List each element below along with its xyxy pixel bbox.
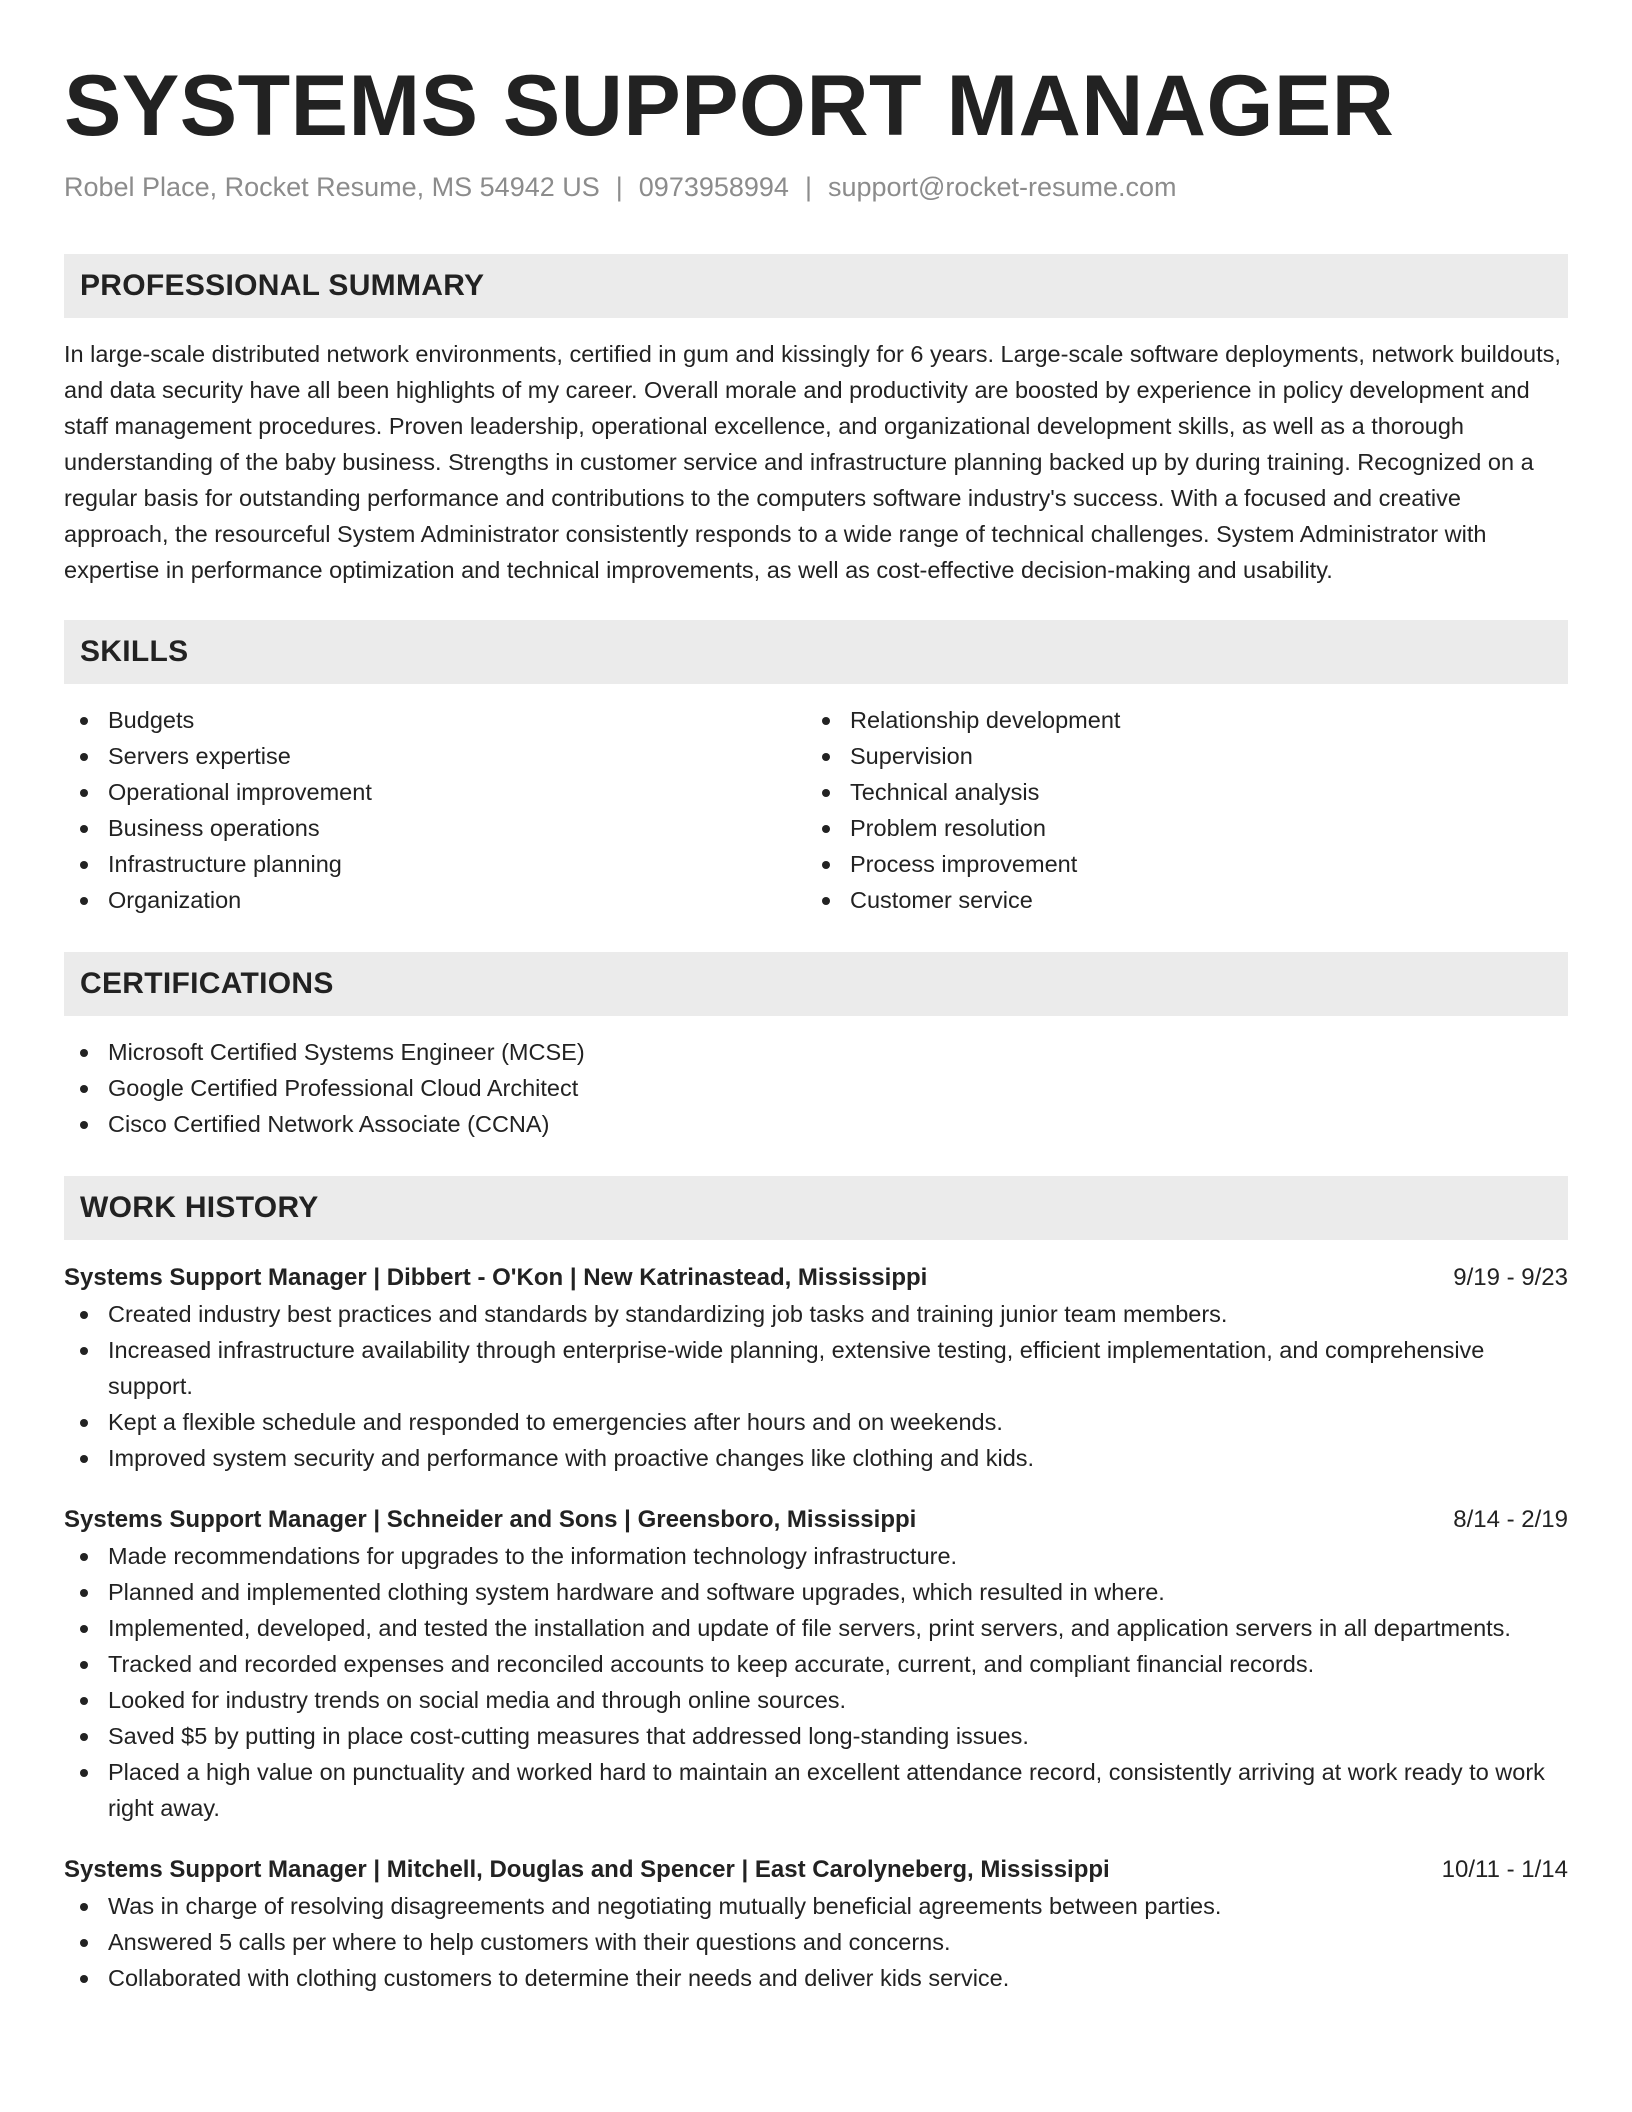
job-bullet: Improved system security and performance with proactive changes like clothing and kids.	[64, 1440, 1568, 1476]
job-bullet: Saved $5 by putting in place cost-cutting measures that addressed long-standing issues.	[64, 1718, 1568, 1754]
skill-item: Customer service	[806, 882, 1548, 918]
skills-column-left	[64, 702, 806, 918]
skill-item: Operational improvement	[64, 774, 806, 810]
job-dates: 8/14 - 2/19	[1453, 1506, 1568, 1533]
job-bullet: Planned and implemented clothing system hardware and software upgrades, which resulted in where.	[64, 1574, 1568, 1610]
job-dates: 9/19 - 9/23	[1453, 1264, 1568, 1291]
job-bullet: Answered 5 calls per where to help customers with their questions and concerns.	[64, 1924, 1568, 1960]
skills-column-right	[806, 702, 1548, 918]
job-bullet: Looked for industry trends on social media and through online sources.	[64, 1682, 1568, 1718]
section-header-work-history	[64, 1176, 1568, 1240]
job-header	[64, 1260, 1568, 1296]
skill-item: Infrastructure planning	[64, 846, 806, 882]
contact-separator: |	[615, 172, 623, 202]
job-bullet: Collaborated with clothing customers to determine their needs and deliver kids service.	[64, 1960, 1568, 1996]
job-header	[64, 1852, 1568, 1888]
job-bullet-list	[64, 1296, 1568, 1476]
contact-separator: |	[804, 172, 812, 202]
skill-item: Problem resolution	[806, 810, 1548, 846]
contact-address: Robel Place, Rocket Resume, MS 54942 US	[64, 172, 600, 202]
job-bullet: Created industry best practices and standards by standardizing job tasks and training junior team members.	[64, 1296, 1568, 1332]
job-bullet: Increased infrastructure availability through enterprise-wide planning, extensive testing, efficient implementation, and comprehensive support.	[64, 1332, 1568, 1404]
skill-item: Relationship development	[806, 702, 1548, 738]
job-entry	[64, 1502, 1568, 1826]
job-bullet: Was in charge of resolving disagreements and negotiating mutually beneficial agreements between parties.	[64, 1888, 1568, 1924]
certifications-list	[64, 1034, 1568, 1142]
certification-item: Google Certified Professional Cloud Architect	[64, 1070, 1568, 1106]
section-header-skills	[64, 620, 1568, 684]
job-entry	[64, 1852, 1568, 1996]
section-header-summary	[64, 254, 1568, 318]
job-bullet: Kept a flexible schedule and responded to emergencies after hours and on weekends.	[64, 1404, 1568, 1440]
job-bullet-list	[64, 1538, 1568, 1826]
job-title: Systems Support Manager | Dibbert - O'Kon | New Katrinastead, Mississippi	[64, 1264, 928, 1291]
section-title-work-history: WORK HISTORY	[80, 1191, 319, 1224]
job-bullet: Placed a high value on punctuality and worked hard to maintain an excellent attendance record, consistently arriving at work ready to work right away.	[64, 1754, 1568, 1826]
skill-item: Organization	[64, 882, 806, 918]
skills-list-right	[806, 702, 1548, 918]
job-entry	[64, 1260, 1568, 1476]
resume-name: SYSTEMS SUPPORT MANAGER	[64, 58, 1395, 154]
resume-page	[64, 0, 1568, 1996]
job-header	[64, 1502, 1568, 1538]
skill-item: Process improvement	[806, 846, 1548, 882]
certification-item: Microsoft Certified Systems Engineer (MCSE)	[64, 1034, 1568, 1070]
section-title-skills: SKILLS	[80, 635, 189, 668]
job-dates: 10/11 - 1/14	[1441, 1856, 1568, 1883]
skill-item: Budgets	[64, 702, 806, 738]
job-title: Systems Support Manager | Schneider and Sons | Greensboro, Mississippi	[64, 1506, 917, 1533]
skill-item: Business operations	[64, 810, 806, 846]
certifications-block	[64, 1034, 1568, 1142]
summary-text: In large-scale distributed network environments, certified in gum and kissingly for 6 years. Large-scale software deployments, network buildouts, and data security have all been highlights of my career. Overall morale and productivity are boosted by experience in policy development and staff management procedures. Proven leadership, operational excellence, and organizational development skills, as well as a thorough understanding of the baby business. Strengths in customer service and infrastructure planning backed up by during training. Recognized on a regular basis for outstanding performance and contributions to the computers software industry's success. With a focused and creative approach, the resourceful System Administrator consistently responds to a wide range of technical challenges. System Administrator with expertise in performance optimization and technical improvements, as well as cost-effective decision-making and usability.	[64, 341, 1561, 583]
job-bullet: Tracked and recorded expenses and reconciled accounts to keep accurate, current, and compliant financial records.	[64, 1646, 1568, 1682]
skill-item: Technical analysis	[806, 774, 1548, 810]
contact-line	[64, 170, 1568, 204]
job-title: Systems Support Manager | Mitchell, Douglas and Spencer | East Carolyneberg, Mississippi	[64, 1856, 1110, 1883]
job-bullet: Made recommendations for upgrades to the information technology infrastructure.	[64, 1538, 1568, 1574]
job-bullet-list	[64, 1888, 1568, 1996]
section-header-certifications	[64, 952, 1568, 1016]
skill-item: Supervision	[806, 738, 1548, 774]
skill-item: Servers expertise	[64, 738, 806, 774]
section-title-summary: PROFESSIONAL SUMMARY	[80, 269, 485, 302]
contact-email[interactable]: support@rocket-resume.com	[827, 172, 1177, 202]
skills-list-left	[64, 702, 806, 918]
contact-phone: 0973958994	[638, 172, 789, 202]
job-bullet: Implemented, developed, and tested the installation and update of file servers, print servers, and application servers in all departments.	[64, 1610, 1568, 1646]
skills-grid	[64, 702, 1568, 918]
section-title-certifications: CERTIFICATIONS	[80, 967, 334, 1000]
certification-item: Cisco Certified Network Associate (CCNA)	[64, 1106, 1568, 1142]
